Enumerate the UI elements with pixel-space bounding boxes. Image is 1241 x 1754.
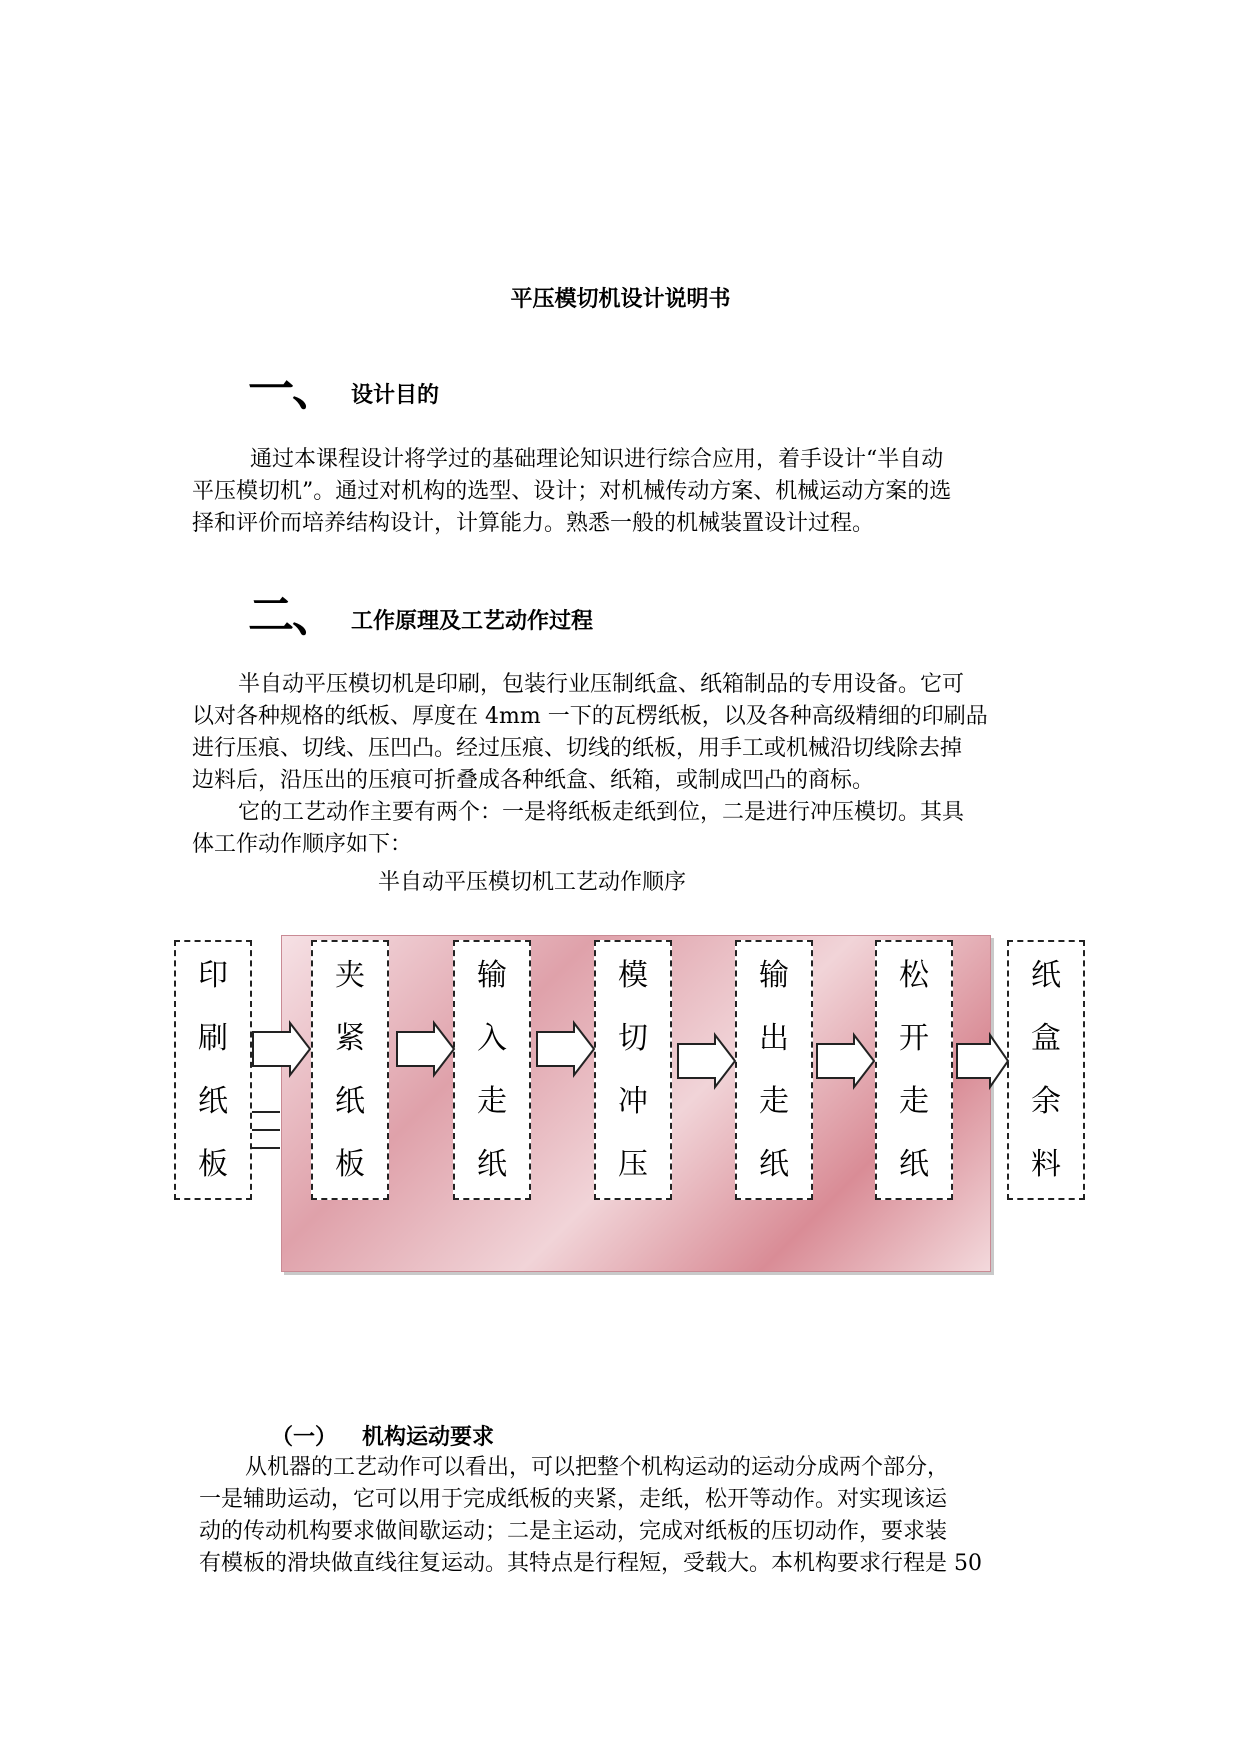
- step-char: 走: [899, 1083, 929, 1119]
- paragraph-line: 有模板的滑块做直线往复运动。其特点是行程短，受载大。本机构要求行程是 50: [199, 1551, 982, 1576]
- flow-arrow-6-icon: [956, 1034, 1010, 1088]
- section-2-title: 工作原理及工艺动作过程: [351, 609, 594, 634]
- step-char: 纸: [1031, 957, 1061, 993]
- flow-arrow-5-icon: [816, 1034, 876, 1088]
- step-char: 模: [618, 957, 648, 993]
- step-char: 压: [618, 1146, 648, 1182]
- step-release: [875, 940, 953, 1200]
- section-2-number: 二、: [248, 588, 336, 642]
- step-char: 纸: [477, 1146, 507, 1182]
- paragraph-line: 一是辅助运动，它可以用于完成纸板的夹紧，走纸，松开等动作。对实现该运: [199, 1487, 948, 1512]
- step-char: 纸: [899, 1146, 929, 1182]
- step-char: 印: [198, 957, 228, 993]
- step-char: 板: [198, 1146, 228, 1182]
- step-char: 松: [899, 957, 929, 993]
- step-char: 走: [477, 1083, 507, 1119]
- step-feed-out: [735, 940, 813, 1200]
- step-char: 纸: [198, 1083, 228, 1119]
- subsection-label: （一）: [271, 1425, 338, 1450]
- paragraph-line: 动的传动机构要求做间歇运动；二是主运动，完成对纸板的压切动作，要求装: [199, 1519, 948, 1544]
- step-waste-material: [1007, 940, 1085, 1200]
- step-char: 入: [477, 1020, 507, 1056]
- connector-lines: [252, 1110, 282, 1154]
- step-char: 纸: [759, 1146, 789, 1182]
- paragraph-line: 择和评价而培养结构设计，计算能力。熟悉一般的机械装置设计过程。: [192, 511, 875, 536]
- step-char: 开: [899, 1020, 929, 1056]
- step-char: 板: [335, 1146, 365, 1182]
- step-print-board: [174, 940, 252, 1200]
- step-char: 出: [759, 1020, 789, 1056]
- paragraph-line: 通过本课程设计将学过的基础理论知识进行综合应用，着手设计“半自动: [250, 447, 944, 472]
- flow-arrow-3-icon: [536, 1022, 596, 1076]
- step-char: 输: [759, 957, 789, 993]
- step-clamp-board: [311, 940, 389, 1200]
- section-2-paragraph-1: [192, 669, 1092, 861]
- paragraph-line: 进行压痕、切线、压凹凸。经过压痕、切线的纸板，用手工或机械沿切线除去掉: [192, 736, 963, 761]
- section-1-paragraph: [192, 444, 1092, 540]
- paragraph-line: 以对各种规格的纸板、厚度在 4mm 一下的瓦楞纸板，以及各种高级精细的印刷品: [192, 704, 988, 729]
- paragraph-line: 它的工艺动作主要有两个：一是将纸板走纸到位，二是进行冲压模切。其具: [238, 800, 965, 825]
- step-char: 料: [1031, 1146, 1061, 1182]
- step-char: 切: [618, 1020, 648, 1056]
- paragraph-line: 平压模切机”。通过对机构的选型、设计；对机械传动方案、机械运动方案的选: [192, 479, 952, 504]
- step-char: 纸: [335, 1083, 365, 1119]
- flow-arrow-1-icon: [252, 1022, 312, 1076]
- step-char: 盒: [1031, 1020, 1061, 1056]
- document-title: 平压模切机设计说明书: [510, 287, 731, 312]
- section-1-title: 设计目的: [351, 383, 440, 408]
- section-1-number: 一、: [248, 362, 336, 416]
- paragraph-line: 体工作动作顺序如下：: [192, 832, 413, 857]
- step-char: 余: [1031, 1083, 1061, 1119]
- figure-caption: 半自动平压模切机工艺动作顺序: [378, 870, 687, 895]
- subsection-title: 机构运动要求: [362, 1425, 495, 1450]
- step-char: 紧: [335, 1020, 365, 1056]
- subsection-paragraph: [199, 1452, 1099, 1580]
- step-char: 走: [759, 1083, 789, 1119]
- paragraph-line: 从机器的工艺动作可以看出，可以把整个机构运动的运动分成两个部分，: [245, 1455, 950, 1480]
- step-char: 刷: [198, 1020, 228, 1056]
- flow-arrow-2-icon: [396, 1022, 456, 1076]
- flow-arrow-4-icon: [677, 1034, 737, 1088]
- step-die-cut-press: [594, 940, 672, 1200]
- step-char: 冲: [618, 1083, 648, 1119]
- step-char: 输: [477, 957, 507, 993]
- step-char: 夹: [335, 957, 365, 993]
- paragraph-line: 边料后，沿压出的压痕可折叠成各种纸盒、纸箱，或制成凹凸的商标。: [192, 768, 875, 793]
- paragraph-line: 半自动平压模切机是印刷，包装行业压制纸盒、纸箱制品的专用设备。它可: [238, 672, 965, 697]
- step-feed-in: [453, 940, 531, 1200]
